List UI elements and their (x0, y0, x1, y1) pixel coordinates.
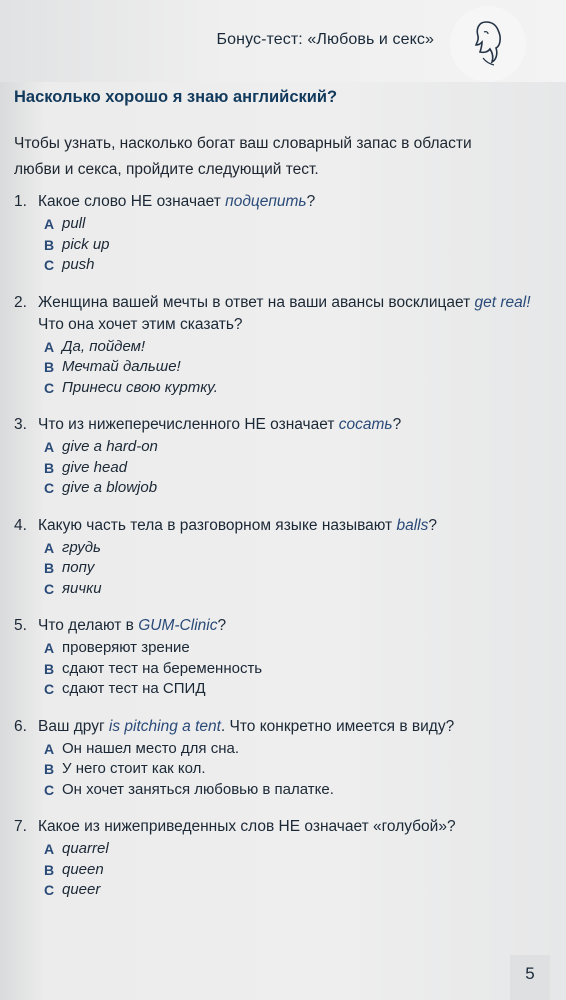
option-text: Он нашел место для сна. (62, 739, 239, 757)
question-text-part: Какое слово НЕ означает (38, 193, 226, 210)
question-term: GUM-Clinic (138, 617, 218, 634)
answer-options (44, 538, 554, 600)
option-letter: A (44, 841, 55, 857)
option-text: Да, пойдем! (62, 337, 146, 355)
option-text: яички (62, 579, 102, 597)
question-text-part: Какое из нижеприведенных слов НЕ означает «голубой»? (38, 818, 456, 835)
question-number: 4. (14, 516, 27, 534)
question-text (38, 191, 554, 213)
option-letter: A (44, 740, 55, 757)
question-text (38, 615, 554, 637)
answer-option (44, 780, 554, 801)
question-text-part: ? (392, 416, 402, 433)
question-number: 1. (14, 193, 27, 210)
question-term: get real! (474, 293, 531, 311)
option-text: У него стоит как кол. (62, 760, 206, 777)
answer-option (44, 880, 554, 901)
question-head (14, 515, 554, 537)
answer-option (44, 860, 554, 881)
option-text: queer (62, 881, 101, 898)
option-text: Мечтай дальше! (62, 358, 181, 375)
answer-option (44, 235, 554, 256)
question-text-part: ? (428, 516, 437, 534)
question-text-part: ? (217, 617, 227, 634)
question-item (14, 191, 554, 276)
question-text-part: Что делают в (38, 617, 139, 634)
option-text: queen (62, 860, 104, 878)
question-head (14, 292, 554, 336)
question-text-part: Что из нижеперечисленного НЕ означает (38, 416, 339, 433)
question-head (14, 816, 554, 838)
answer-option (44, 458, 554, 479)
question-head (14, 191, 554, 213)
question-text (38, 816, 554, 838)
question-head (14, 615, 554, 637)
answer-options (44, 739, 554, 801)
answer-option (44, 638, 554, 659)
option-letter: B (44, 359, 55, 375)
answer-option (44, 478, 554, 499)
option-letter: B (44, 459, 55, 476)
answer-option (44, 538, 554, 559)
quiz-intro (14, 131, 534, 183)
page-number-box (510, 955, 550, 1000)
question-item (14, 816, 554, 901)
question-number: 5. (14, 617, 27, 634)
option-letter: C (44, 882, 55, 898)
quiz-title: Насколько хорошо я знаю английский? (14, 88, 338, 106)
question-head (14, 414, 554, 436)
question-number: 2. (14, 293, 27, 311)
intro-line: Чтобы узнать, насколько богат ваш словарный запас в области (14, 135, 472, 152)
option-letter: B (44, 660, 55, 677)
question-item (14, 414, 554, 499)
answer-option (44, 337, 554, 358)
option-text: Принеси свою куртку. (62, 378, 218, 396)
option-letter: B (44, 861, 55, 878)
question-text (38, 414, 554, 436)
option-letter: A (44, 640, 55, 656)
answer-option (44, 839, 554, 860)
answer-option (44, 357, 554, 378)
answer-option (44, 437, 554, 458)
answer-options (44, 437, 554, 499)
page-number: 5 (525, 964, 535, 983)
answer-option (44, 214, 554, 235)
question-item (14, 615, 554, 700)
question-text-part: Ваш друг (38, 717, 109, 735)
option-text: проверяют зрение (62, 639, 190, 656)
option-text: pick up (62, 235, 110, 253)
option-letter: A (44, 216, 55, 232)
intro-line: любви и секса, пройдите следующий тест. (14, 161, 319, 178)
option-text: quarrel (62, 840, 109, 857)
option-letter: B (44, 761, 55, 777)
option-text: push (62, 256, 95, 273)
option-letter: C (44, 781, 55, 798)
option-letter: B (44, 236, 55, 253)
option-text: сдают тест на СПИД (62, 680, 206, 697)
question-text-part: Что она хочет этим сказать? (38, 315, 243, 333)
answer-option (44, 679, 554, 700)
question-text (38, 515, 554, 537)
answer-option (44, 659, 554, 680)
answer-option (44, 558, 554, 579)
option-text: give a hard-on (62, 438, 158, 455)
question-item (14, 716, 554, 801)
answer-option (44, 759, 554, 780)
question-number: 6. (14, 717, 27, 735)
option-text: попу (62, 559, 95, 576)
option-letter: B (44, 560, 55, 576)
question-term: is pitching a tent (108, 717, 221, 735)
option-text: сдают тест на беременность (62, 659, 263, 677)
question-text (38, 716, 554, 738)
answer-options (44, 638, 554, 700)
question-term: balls (396, 516, 429, 534)
question-text-part: Женщина вашей мечты в ответ на ваши авансы восклицает (38, 293, 475, 311)
option-letter: A (44, 539, 55, 556)
option-letter: C (44, 681, 55, 697)
option-text: give head (62, 458, 128, 476)
question-number: 7. (14, 818, 27, 835)
option-text: Он хочет заняться любовью в палатке. (62, 780, 334, 798)
woman-silhouette-icon (464, 18, 512, 70)
option-letter: A (44, 338, 55, 355)
question-number: 3. (14, 416, 27, 433)
option-letter: C (44, 257, 55, 273)
header-badge (450, 6, 526, 82)
answer-option (44, 579, 554, 600)
option-letter: C (44, 480, 55, 496)
header-title: Бонус-тест: «Любовь и секс» (216, 31, 434, 48)
option-letter: C (44, 379, 55, 396)
question-list (14, 191, 554, 917)
question-item (14, 292, 554, 399)
option-text: give a blowjob (62, 479, 158, 496)
option-text: грудь (62, 538, 101, 556)
question-term: сосать (338, 416, 393, 433)
question-head (14, 716, 554, 738)
page-header (0, 0, 566, 82)
question-text-part: ? (306, 193, 316, 210)
answer-options (44, 214, 554, 276)
option-letter: C (44, 580, 55, 597)
option-letter: A (44, 439, 55, 455)
answer-option (44, 739, 554, 760)
question-item (14, 515, 554, 600)
question-text-part: . Что конкретно имеется в виду? (220, 717, 455, 735)
answer-options (44, 839, 554, 901)
answer-option (44, 255, 554, 276)
answer-option (44, 378, 554, 399)
question-term: подцепить (225, 193, 307, 210)
answer-options (44, 337, 554, 399)
option-text: pull (62, 215, 86, 232)
question-text-part: Какую часть тела в разговорном языке называют (38, 516, 397, 534)
question-text (38, 292, 554, 336)
